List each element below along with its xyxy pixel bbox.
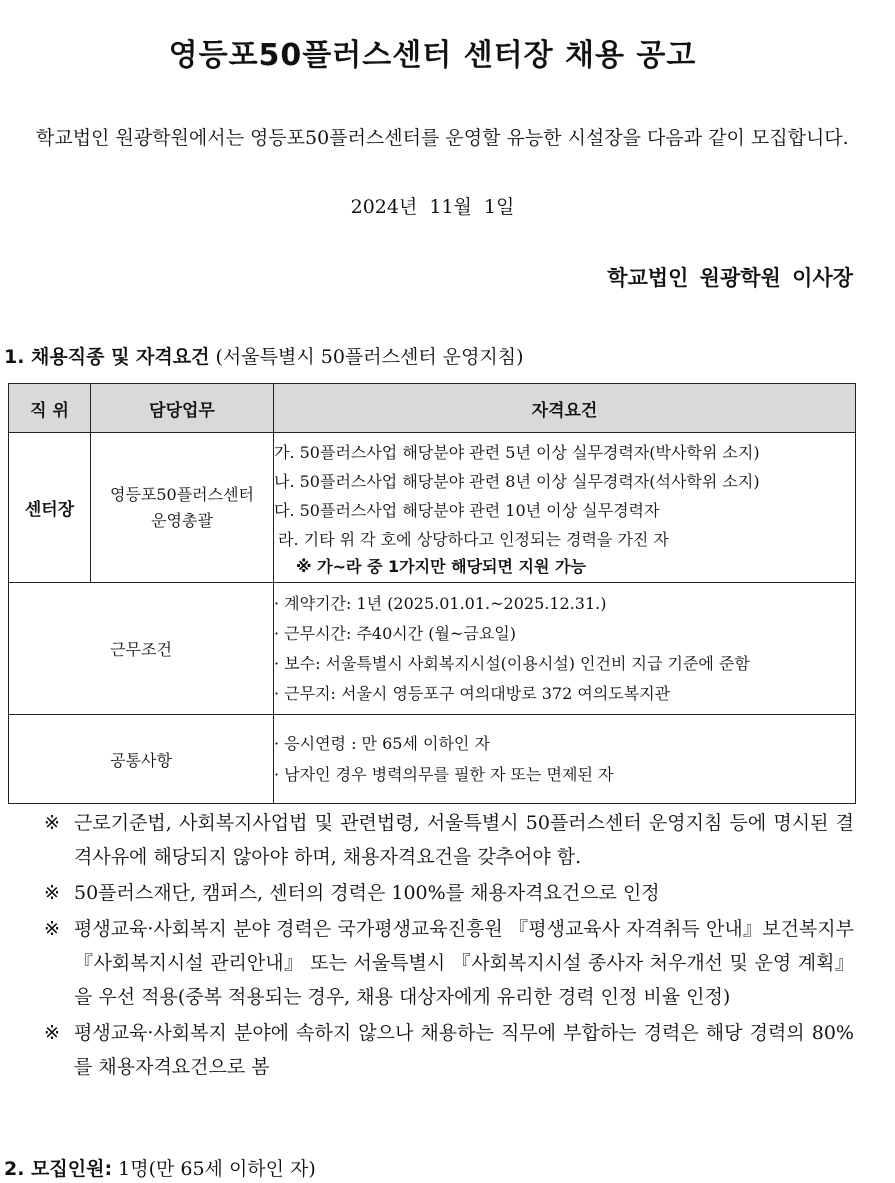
requirement-item: 라. 기타 위 각 호에 상당하다고 인정되는 경력을 가진 자: [278, 530, 669, 549]
common-item: · 남자인 경우 병력의무를 필한 자 또는 면제된 자: [274, 765, 614, 784]
duty-line: 운영총괄: [151, 510, 213, 530]
note-item: [44, 1016, 854, 1084]
note-text: 50플러스재단, 캠퍼스, 센터의 경력은 100%를 채용자격요건으로 인정: [74, 882, 660, 904]
header-duty: 담당업무: [91, 384, 274, 433]
announcement-date: 2024년 11월 1일: [350, 196, 515, 218]
common-item: · 응시연령 : 만 65세 이하인 자: [274, 734, 490, 753]
section-1-subtitle: (서울특별시 50플러스센터 운영지침): [215, 346, 524, 368]
note-mark: ※: [44, 1022, 60, 1044]
common-label: 공통사항: [9, 715, 274, 804]
duty-cell: [91, 433, 274, 583]
table-row-conditions: [9, 583, 856, 715]
section-2-title: 2. 모집인원:: [4, 1158, 113, 1180]
note-mark: ※: [44, 918, 60, 940]
note-item: [44, 912, 854, 1014]
page-title: 영등포50플러스센터 센터장 채용 공고: [168, 38, 697, 73]
table-row-common: [9, 715, 856, 804]
section-1-heading: [4, 342, 524, 369]
header-position: 직 위: [9, 384, 91, 433]
notes-list: [44, 806, 854, 1086]
condition-item: · 계약기간: 1년 (2025.01.01.~2025.12.31.): [274, 593, 607, 613]
conditions-cell: [274, 583, 856, 715]
qualification-table: [8, 383, 856, 804]
requirement-item: 가. 50플러스사업 해당분야 관련 5년 이상 실무경력자(박사학위 소지): [274, 443, 760, 462]
note-mark: ※: [44, 812, 60, 834]
section-1-title: 1. 채용직종 및 자격요건: [4, 346, 210, 368]
common-cell: [274, 715, 856, 804]
condition-item: · 근무지: 서울시 영등포구 여의대방로 372 여의도복지관: [274, 683, 671, 703]
conditions-label: 근무조건: [9, 583, 274, 715]
section-2-heading: [4, 1154, 316, 1181]
requirements-cell: [274, 433, 856, 583]
requirement-note: ※ 가~라 중 1가지만 해당되면 지원 가능: [296, 557, 586, 576]
requirement-item: 다. 50플러스사업 해당분야 관련 10년 이상 실무경력자: [274, 501, 660, 520]
condition-item: · 근무시간: 주40시간 (월~금요일): [274, 623, 517, 643]
note-text: 평생교육·사회복지 분야에 속하지 않으나 채용하는 직무에 부합하는 경력은 해당 경력의 80%를 채용자격요건으로 봄: [74, 1022, 854, 1078]
note-text: 평생교육·사회복지 분야 경력은 국가평생교육진흥원 『평생교육사 자격취득 안내』보건복지부 『사회복지시설 관리안내』 또는 서울특별시 『사회복지시설 종사자 처우개선 및 운영 계획』을 우선 적용(중복 적용되는 경우, 채용 대상자에게 유리한 경력 인정 비율 인정): [74, 918, 854, 1008]
section-2-value: 1명(만 65세 이하인 자): [118, 1158, 316, 1180]
position-cell: 센터장: [9, 433, 91, 583]
duty-line: 영등포50플러스센터: [109, 484, 254, 504]
table-header-row: [9, 384, 856, 433]
table-row-position: [9, 433, 856, 583]
requirement-item: 나. 50플러스사업 해당분야 관련 8년 이상 실무경력자(석사학위 소지): [274, 472, 760, 491]
note-text: 근로기준법, 사회복지사업법 및 관련법령, 서울특별시 50플러스센터 운영지침 등에 명시된 결격사유에 해당되지 않아야 하며, 채용자격요건을 갖추어야 함.: [74, 812, 854, 868]
note-mark: ※: [44, 882, 60, 904]
condition-item: · 보수: 서울특별시 사회복지시설(이용시설) 인건비 지급 기준에 준함: [274, 653, 750, 673]
intro-paragraph: 학교법인 원광학원에서는 영등포50플러스센터를 운영할 유능한 시설장을 다음과 같이 모집합니다.: [36, 127, 849, 149]
issuer-name: 학교법인 원광학원 이사장: [607, 266, 853, 290]
note-item: [44, 806, 854, 874]
note-item: [44, 876, 854, 910]
header-requirements: 자격요건: [274, 384, 856, 433]
